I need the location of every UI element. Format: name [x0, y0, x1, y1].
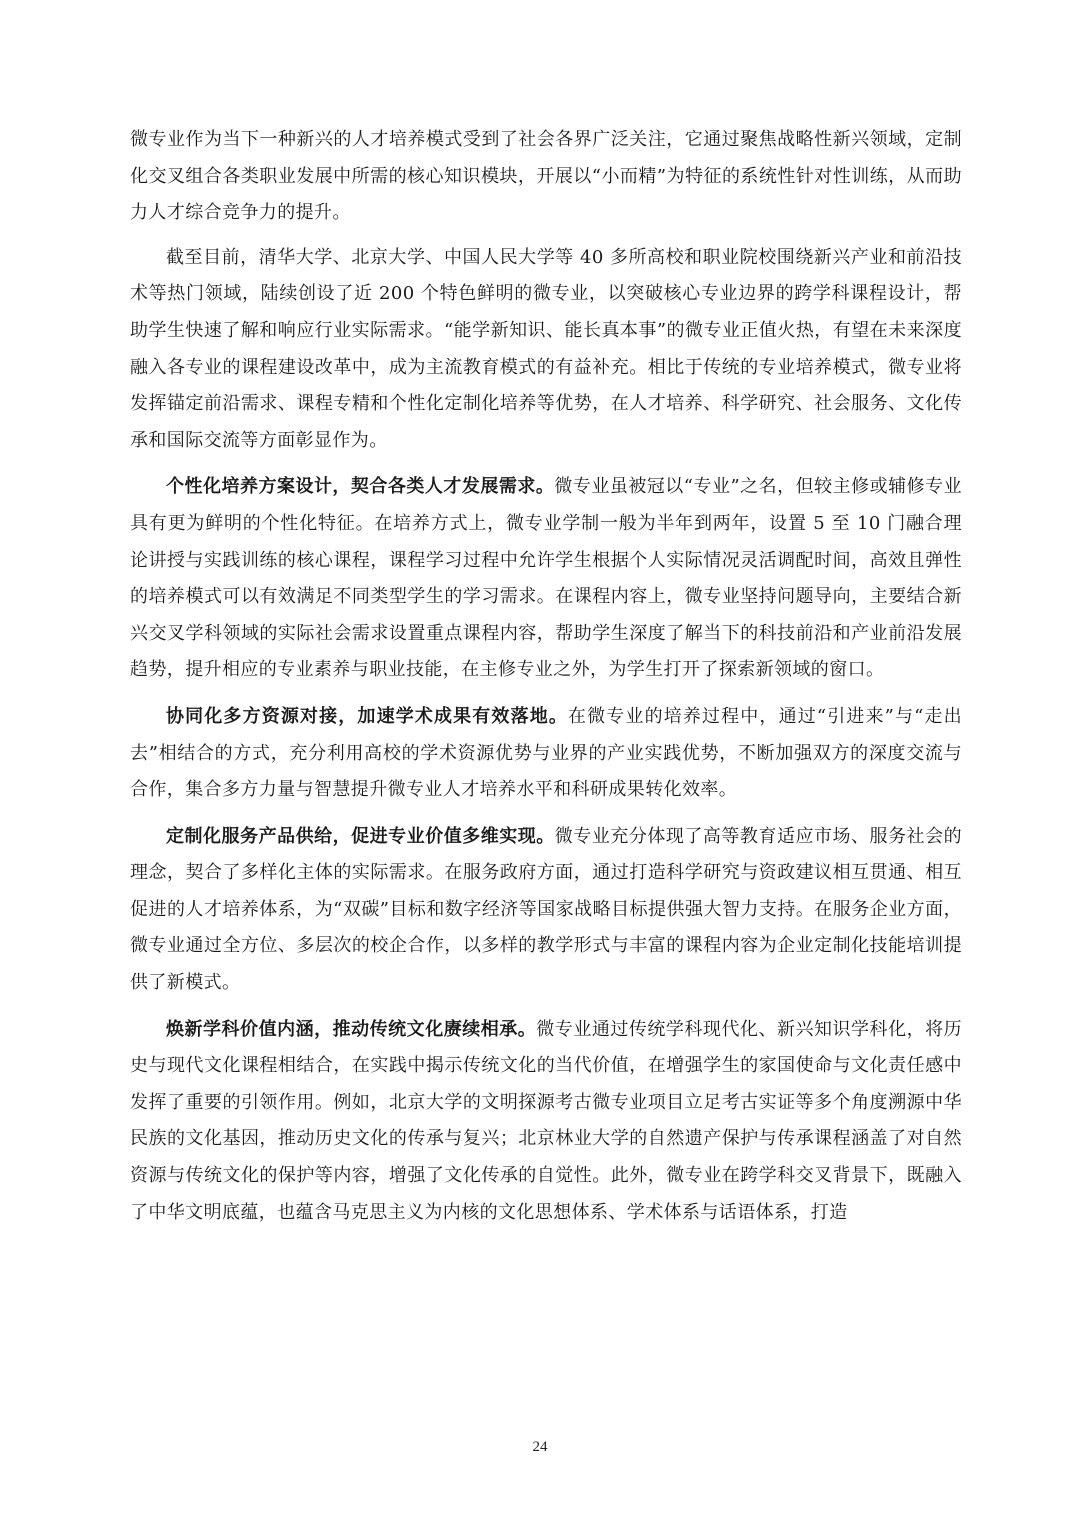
paragraph-text: 微专业作为当下一种新兴的人才培养模式受到了社会各界广泛关注，它通过聚焦战略性新兴领域，定制化交叉组合各类职业发展中所需的核心知识模块，开展以“小而精”为特征的系统性针对性训练，从而助力人才综合竞争力的提升。 [130, 129, 962, 224]
paragraph-status [130, 240, 962, 460]
paragraph-intro [130, 122, 962, 232]
paragraph-text: 微专业通过传统学科现代化、新兴知识学科化，将历史与现代文化课程相结合，在实践中揭示传统文化的当代价值，在增强学生的家国使命与文化责任感中发挥了重要的引领作用。例如，北京大学的文明探源考古微专业项目立足考古实证等多个角度溯源中华民族的文化基因，推动历史文化的传承与复兴；北京林业大学的自然遗产保护与传承课程涵盖了对自然资源与传统文化的保护等内容，增强了文化传承的自觉性。此外，微专业在跨学科交叉背景下，既融入了中华文明底蕴，也蕴含马克思主义为内核的文化思想体系、学术体系与话语体系，打造 [130, 1018, 963, 1223]
paragraph-collaboration [130, 699, 962, 809]
paragraph-lead-heading: 个性化培养方案设计，契合各类人才发展需求。 [166, 476, 555, 498]
paragraph-text: 截至目前，清华大学、北京大学、中国人民大学等 40 多所高校和职业院校围绕新兴产业和前沿技术等热门领域，陆续创设了近 200 个特色鲜明的微专业，以突破核心专业边界的跨学科课程设计，帮助学生快速了解和响应行业实际需求。“能学新知识、能长真本事”的微专业正值火热，有望在未来深度融入各专业的课程建设改革中，成为主流教育模式的有益补充。相比于传统的专业培养模式，微专业将发挥锚定前沿需求、课程专精和个性化定制化培养等优势，在人才培养、科学研究、社会服务、文化传承和国际交流等方面彰显作为。 [130, 246, 962, 451]
paragraph-culture [130, 1012, 962, 1232]
paragraph-lead-heading: 协同化多方资源对接，加速学术成果有效落地。 [166, 705, 568, 727]
paragraph-personalized [130, 469, 962, 689]
paragraph-text: 在微专业的培养过程中，通过“引进来”与“走出去”相结合的方式，充分利用高校的学术资源优势与业界的产业实践优势，不断加强双方的深度交流与合作，集合多方力量与智慧提升微专业人才培养水平和科研成果转化效率。 [130, 705, 962, 801]
paragraph-text: 微专业虽被冠以“专业”之名，但较主修或辅修专业具有更为鲜明的个性化特征。在培养方式上，微专业学制一般为半年到两年，设置 5 至 10 门融合理论讲授与实践训练的核心课程，课程学习过程中允许学生根据个人实际情况灵活调配时间，高效且弹性的培养模式可以有效满足不同类型学生的学习需求。在课程内容上，微专业坚持问题导向，主要结合新兴交叉学科领域的实际社会需求设置重点课程内容，帮助学生深度了解当下的科技前沿和产业前沿发展趋势，提升相应的专业素养与职业技能，在主修专业之外，为学生打开了探索新领域的窗口。 [130, 476, 962, 681]
paragraph-lead-heading: 定制化服务产品供给，促进专业价值多维实现。 [166, 825, 555, 847]
paragraph-text: 微专业充分体现了高等教育适应市场、服务社会的理念，契合了多样化主体的实际需求。在服务政府方面，通过打造科学研究与资政建议相互贯通、相互促进的人才培养体系，为“双碳”目标和数字经济等国家战略目标提供强大智力支持。在服务企业方面，微专业通过全方位、多层次的校企合作，以多样的教学形式与丰富的课程内容为企业定制化技能培训提供了新模式。 [130, 825, 962, 994]
page-number: 24 [532, 1439, 548, 1455]
body-text [130, 122, 962, 1241]
paragraph-lead-heading: 焕新学科价值内涵，推动传统文化赓续相承。 [166, 1018, 537, 1040]
paragraph-customized-service [130, 819, 962, 1002]
